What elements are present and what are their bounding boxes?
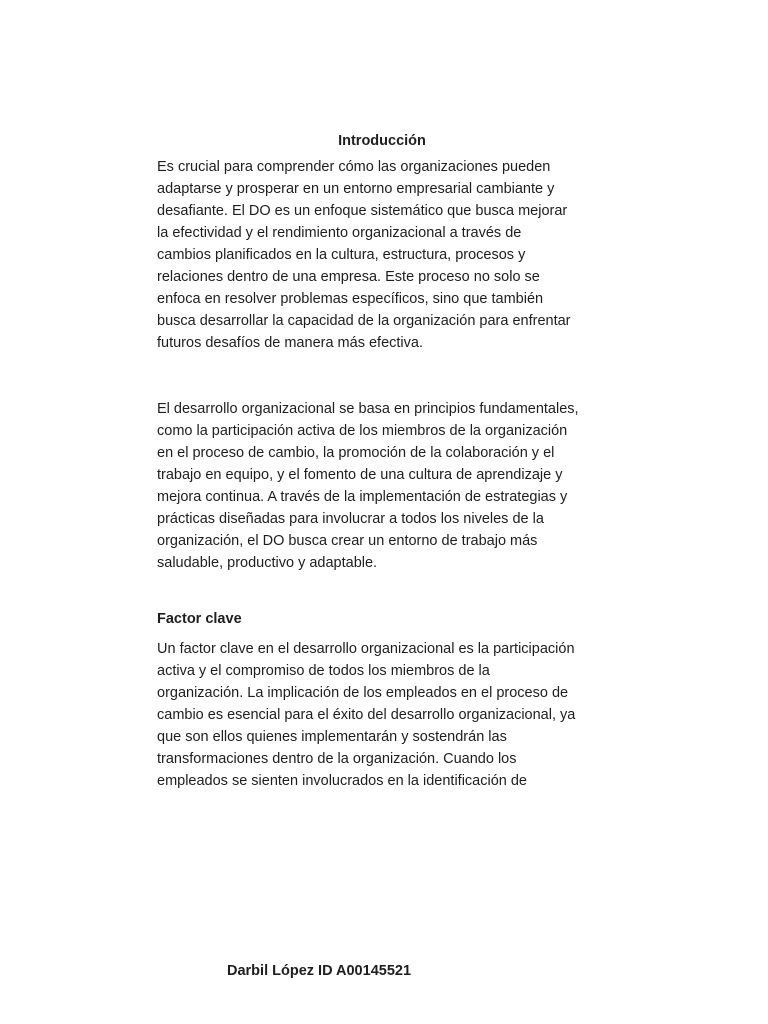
document-body (157, 130, 597, 792)
paragraph-line: la efectividad y el rendimiento organizacional a través de (157, 225, 522, 241)
paragraph-line: El desarrollo organizacional se basa en principios fundamentales, (157, 401, 579, 417)
section-heading: Factor clave (157, 611, 242, 627)
paragraph-line: en el proceso de cambio, la promoción de la colaboración y el (157, 445, 555, 461)
paragraph-line: Un factor clave en el desarrollo organizacional es la participación (157, 641, 575, 657)
paragraph-line: enfoca en resolver problemas específicos, sino que también (157, 291, 544, 307)
author-footer: Darbil López ID A00145521 (227, 963, 412, 979)
paragraph-line: mejora continua. A través de la implementación de estrategias y (157, 489, 568, 505)
paragraph-line: desafiante. El DO es un enfoque sistemático que busca mejorar (157, 203, 568, 219)
paragraph-line: busca desarrollar la capacidad de la organización para enfrentar (157, 313, 571, 329)
paragraph-line: organización. La implicación de los empleados en el proceso de (157, 685, 569, 701)
paragraph-spacer (157, 354, 597, 398)
paragraph-line: saludable, productivo y adaptable. (157, 555, 378, 571)
intro-paragraph (157, 156, 597, 354)
paragraph-line: relaciones dentro de una empresa. Este proceso no solo se (157, 269, 540, 285)
paragraph-line: activa y el compromiso de todos los miembros de la (157, 663, 490, 679)
factor-paragraph (157, 638, 597, 792)
paragraph-line: prácticas diseñadas para involucrar a todos los niveles de la (157, 511, 544, 527)
paragraph-line: cambios planificados en la cultura, estructura, procesos y (157, 247, 526, 263)
paragraph-line: como la participación activa de los miembros de la organización (157, 423, 568, 439)
principles-paragraph (157, 398, 597, 574)
paragraph-line: que son ellos quienes implementarán y sostendrán las (157, 729, 507, 745)
paragraph-line: futuros desafíos de manera más efectiva. (157, 335, 423, 351)
document-title: Introducción (338, 133, 426, 149)
paragraph-line: cambio es esencial para el éxito del desarrollo organizacional, ya (157, 707, 576, 723)
paragraph-line: trabajo en equipo, y el fomento de una cultura de aprendizaje y (157, 467, 563, 483)
paragraph-line: adaptarse y prosperar en un entorno empresarial cambiante y (157, 181, 555, 197)
paragraph-spacer (157, 574, 597, 608)
paragraph-line: transformaciones dentro de la organización. Cuando los (157, 751, 517, 767)
paragraph-line: Es crucial para comprender cómo las organizaciones pueden (157, 159, 551, 175)
paragraph-line: organización, el DO busca crear un entorno de trabajo más (157, 533, 538, 549)
paragraph-line: empleados se sienten involucrados en la identificación de (157, 773, 527, 789)
